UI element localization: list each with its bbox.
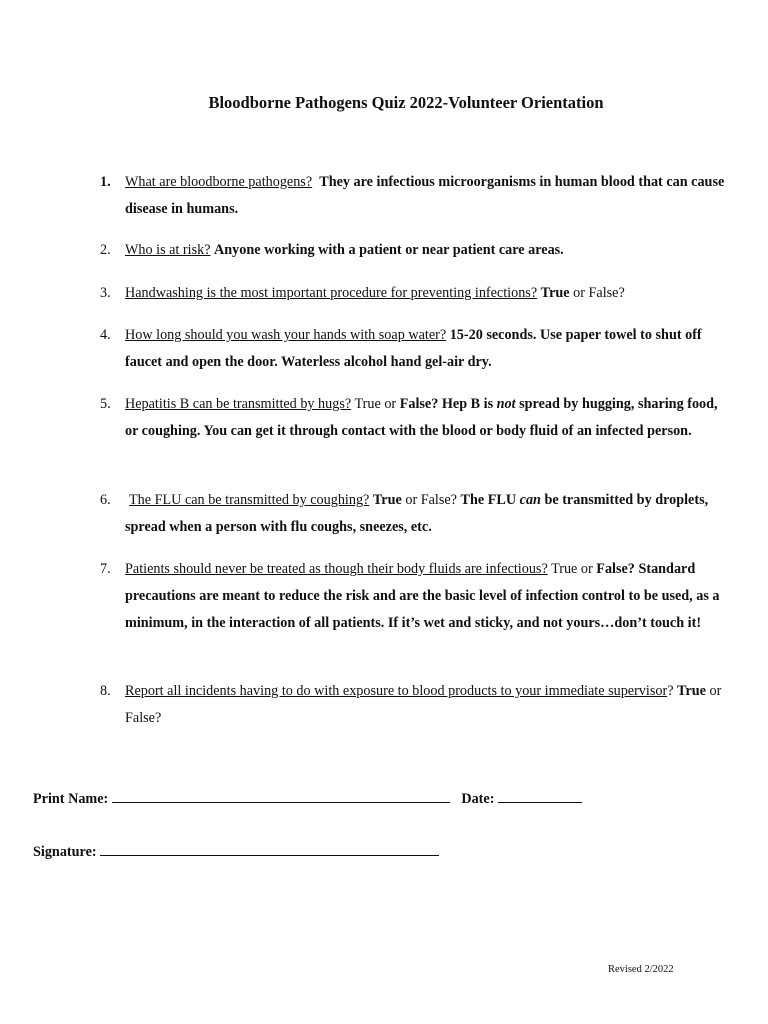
question-text: Handwashing is the most important procedure for preventing infections?: [125, 285, 538, 301]
date-label: Date:: [461, 791, 495, 807]
question-item-3: [100, 280, 730, 307]
answer-text-b: be transmitted by droplets, spread when a person with flu coughs, sneezes, etc.: [125, 492, 709, 535]
question-text: The FLU can be transmitted by coughing?: [129, 492, 370, 508]
answer-emphasis: can: [519, 492, 541, 508]
option-false: False?: [588, 285, 625, 301]
answer-text-a: Hep B is: [441, 396, 494, 412]
signature-line[interactable]: [100, 841, 439, 856]
option-false: False?: [399, 396, 439, 412]
question-mark: ?: [667, 683, 674, 699]
answer-text-a: The FLU: [460, 492, 517, 508]
option-or: or: [709, 683, 722, 699]
question-number: 7.: [100, 561, 111, 577]
signature-label: Signature:: [33, 844, 97, 860]
option-false: False?: [125, 710, 162, 726]
option-or: or: [573, 285, 585, 301]
question-item-6: [100, 487, 730, 541]
option-true: True: [551, 561, 578, 577]
option-or: or: [384, 396, 397, 412]
question-number: 3.: [100, 285, 111, 301]
question-number: 1.: [100, 174, 111, 190]
date-line[interactable]: [498, 788, 582, 803]
question-text: Report all incidents having to do with exposure to blood products to your immediate supervisor: [125, 683, 668, 699]
question-text: Patients should never be treated as though their body fluids are infectious?: [125, 561, 548, 577]
print-name-row: [33, 788, 582, 808]
option-true: True: [372, 492, 402, 508]
option-true: True: [540, 285, 570, 301]
question-text: Hepatitis B can be transmitted by hugs?: [125, 396, 352, 412]
option-or: or: [405, 492, 418, 508]
question-number: 4.: [100, 327, 111, 343]
question-item-4: [100, 322, 730, 376]
option-true: True: [354, 396, 381, 412]
question-number: 6.: [100, 492, 111, 508]
option-true: True: [677, 683, 706, 699]
question-item-1: [100, 169, 730, 223]
question-number: 8.: [100, 683, 111, 699]
answer-text: Anyone working with a patient or near patient care areas.: [214, 242, 564, 258]
question-item-2: [100, 237, 730, 264]
question-number: 5.: [100, 396, 111, 412]
signature-row: [33, 841, 439, 861]
question-text: What are bloodborne pathogens?: [125, 174, 313, 190]
answer-emphasis: not: [496, 396, 516, 412]
print-name-label: Print Name:: [33, 791, 109, 807]
page-title: Bloodborne Pathogens Quiz 2022-Volunteer Orientation: [208, 93, 604, 112]
question-text: How long should you wash your hands with soap water?: [125, 327, 447, 343]
answer-text: Standard precautions are meant to reduce the risk and are the basic level of infection control to be used, as a minimum, in the interaction of all patients. If it’s wet and sticky, and not yours…don’t touch it!: [125, 561, 720, 631]
answer-text-b: spread by hugging, sharing food, or coughing. You can get it through contact with the blood or body fluid of an infected person.: [125, 396, 718, 439]
option-false: False?: [596, 561, 635, 577]
question-number: 2.: [100, 242, 111, 258]
question-item-5: [100, 391, 730, 445]
question-item-7: [100, 556, 730, 637]
revision-note: Revised 2/2022: [608, 964, 674, 975]
print-name-line[interactable]: [112, 788, 450, 803]
question-text: Who is at risk?: [125, 242, 211, 258]
question-item-8: [100, 678, 730, 732]
option-false: False?: [420, 492, 457, 508]
answer-text: 15-20 seconds. Use paper towel to shut off faucet and open the door. Waterless alcohol hand gel-air dry.: [125, 327, 702, 370]
answer-text: They are infectious microorganisms in human blood that can cause disease in humans.: [125, 174, 725, 217]
option-or: or: [580, 561, 593, 577]
